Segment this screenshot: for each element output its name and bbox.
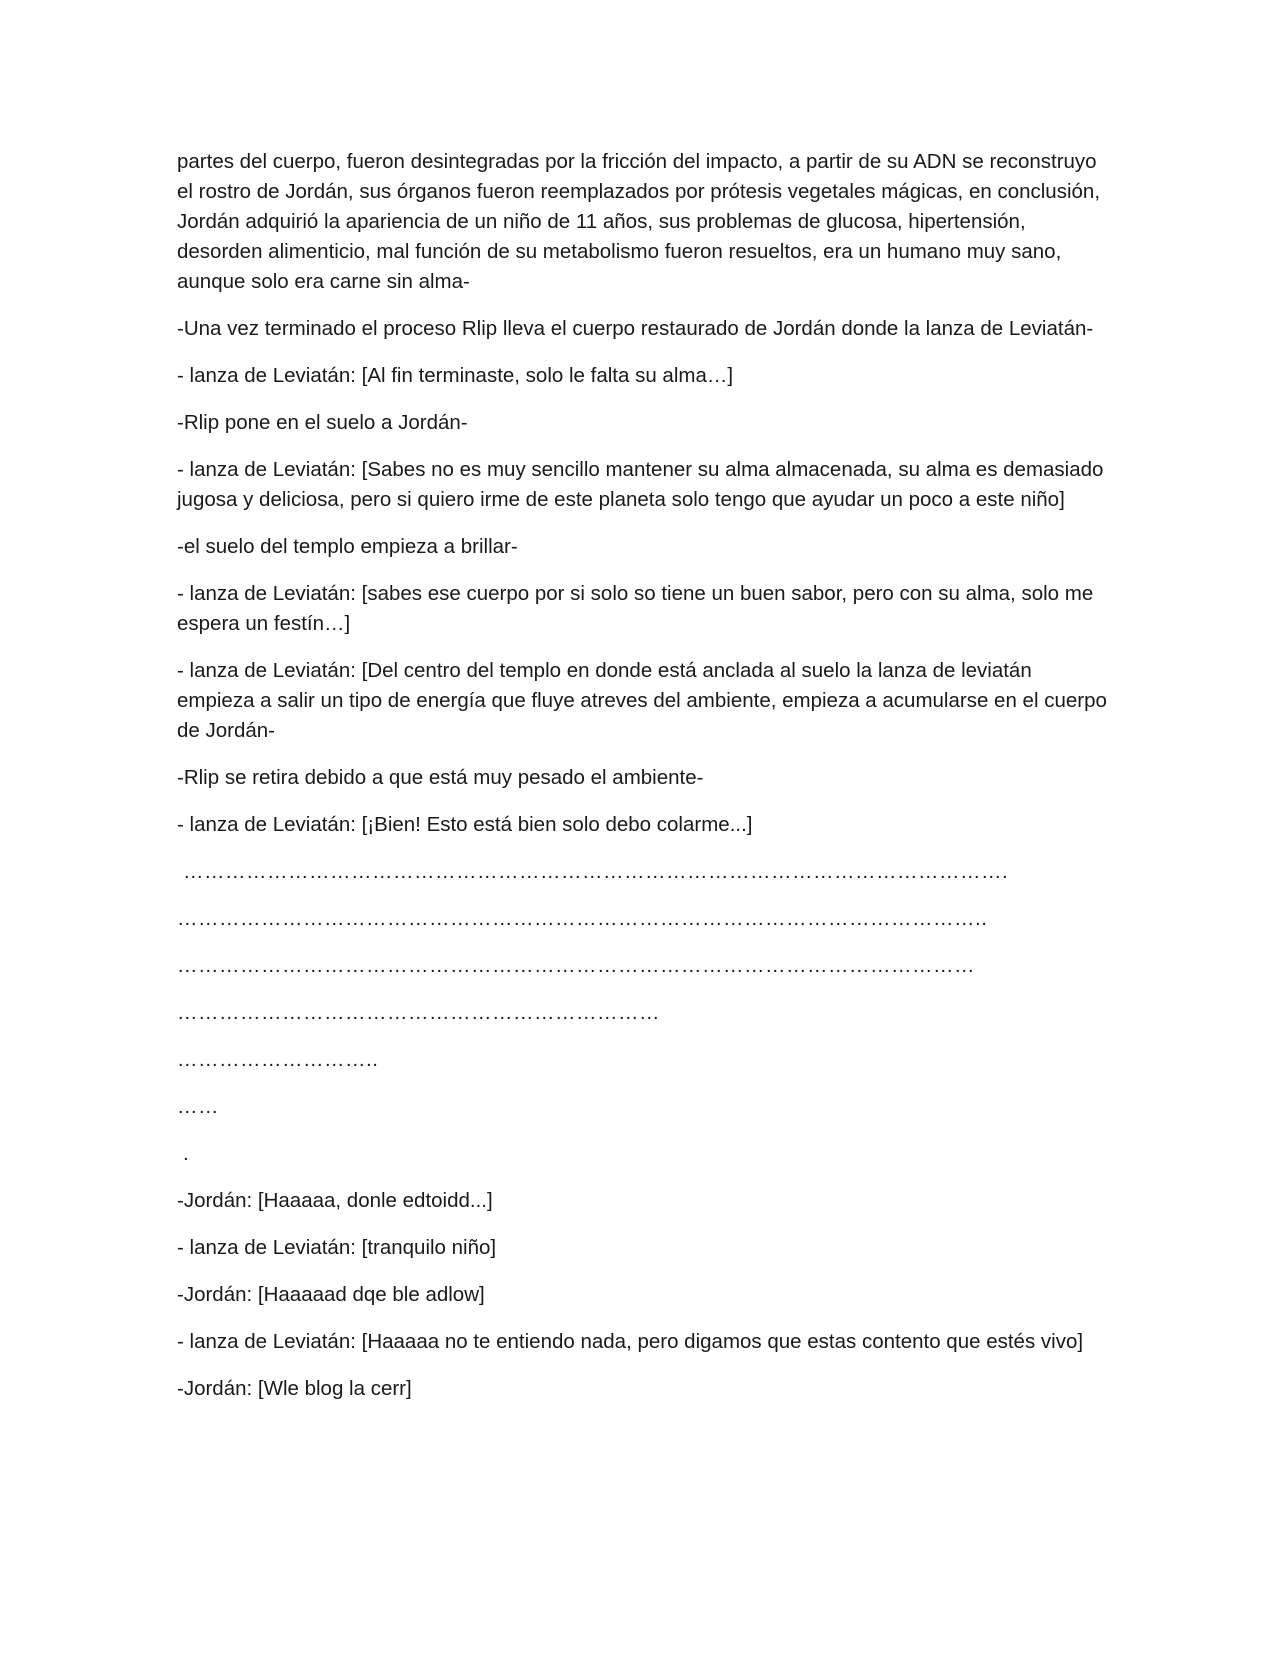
- paragraph-narration: -Una vez terminado el proceso Rlip lleva el cuerpo restaurado de Jordán donde la lanza de Leviatán-: [177, 317, 1094, 340]
- ellipsis-line: ………………………..: [177, 1048, 379, 1071]
- ellipsis-line: ……………………………………………………………………………………………………..: [177, 907, 988, 930]
- paragraph-dialogue: - lanza de Leviatán: [tranquilo niño]: [177, 1236, 497, 1259]
- paragraph-dialogue: - lanza de Leviatán: [Sabes no es muy sencillo mantener su alma almacenada, su alma es demasiado jugosa y deliciosa, pero si quiero irme de este planeta solo tengo que ayudar un poco a este niño]: [177, 458, 1104, 511]
- ellipsis-line: .: [183, 1142, 190, 1165]
- paragraph-dialogue: -Jordán: [Wle blog la cerr]: [177, 1377, 412, 1400]
- paragraph-narration: -el suelo del templo empieza a brillar-: [177, 535, 518, 558]
- ellipsis-line: ……………………………………………………………: [177, 1001, 660, 1024]
- paragraph-dialogue: - lanza de Leviatán: [Del centro del templo en donde está anclada al suelo la lanza de leviatán empieza a salir un tipo de energía que fluye atreves del ambiente, empieza a acumularse en el cuerpo de Jordán-: [177, 659, 1107, 742]
- paragraph-dialogue: - lanza de Leviatán: [Al fin terminaste, solo le falta su alma…]: [177, 364, 734, 387]
- document-body: [177, 147, 1112, 1421]
- paragraph-dialogue: -Jordán: [Haaaaad dqe ble adlow]: [177, 1283, 485, 1306]
- paragraph-dialogue: - lanza de Leviatán: [¡Bien! Esto está bien solo debo colarme...]: [177, 813, 753, 836]
- paragraph-dialogue: -Jordán: [Haaaaa, donle edtoidd...]: [177, 1189, 493, 1212]
- paragraph-dialogue: - lanza de Leviatán: [sabes ese cuerpo por si solo so tiene un buen sabor, pero con su alma, solo me espera un festín…]: [177, 582, 1094, 635]
- paragraph-narration: -Rlip pone en el suelo a Jordán-: [177, 411, 468, 434]
- paragraph-dialogue: - lanza de Leviatán: [Haaaaa no te entiendo nada, pero digamos que estas contento que estés vivo]: [177, 1330, 1084, 1353]
- ellipsis-line: ……………………………………………………………………………………………………: [177, 954, 975, 977]
- ellipsis-line: ……………………………………………………………………………………………………….: [183, 860, 1009, 883]
- paragraph-intro: partes del cuerpo, fueron desintegradas por la fricción del impacto, a partir de su ADN se reconstruyo el rostro de Jordán, sus órganos fueron reemplazados por prótesis vegetales mágicas, en conclusión, Jordán adquirió la apariencia de un niño de 11 años, sus problemas de glucosa, hipertensión, desorden alimenticio, mal función de su metabolismo fueron resueltos, era un humano muy sano, aunque solo era carne sin alma-: [177, 150, 1101, 293]
- paragraph-narration: -Rlip se retira debido a que está muy pesado el ambiente-: [177, 766, 704, 789]
- ellipsis-line: ……: [177, 1095, 219, 1118]
